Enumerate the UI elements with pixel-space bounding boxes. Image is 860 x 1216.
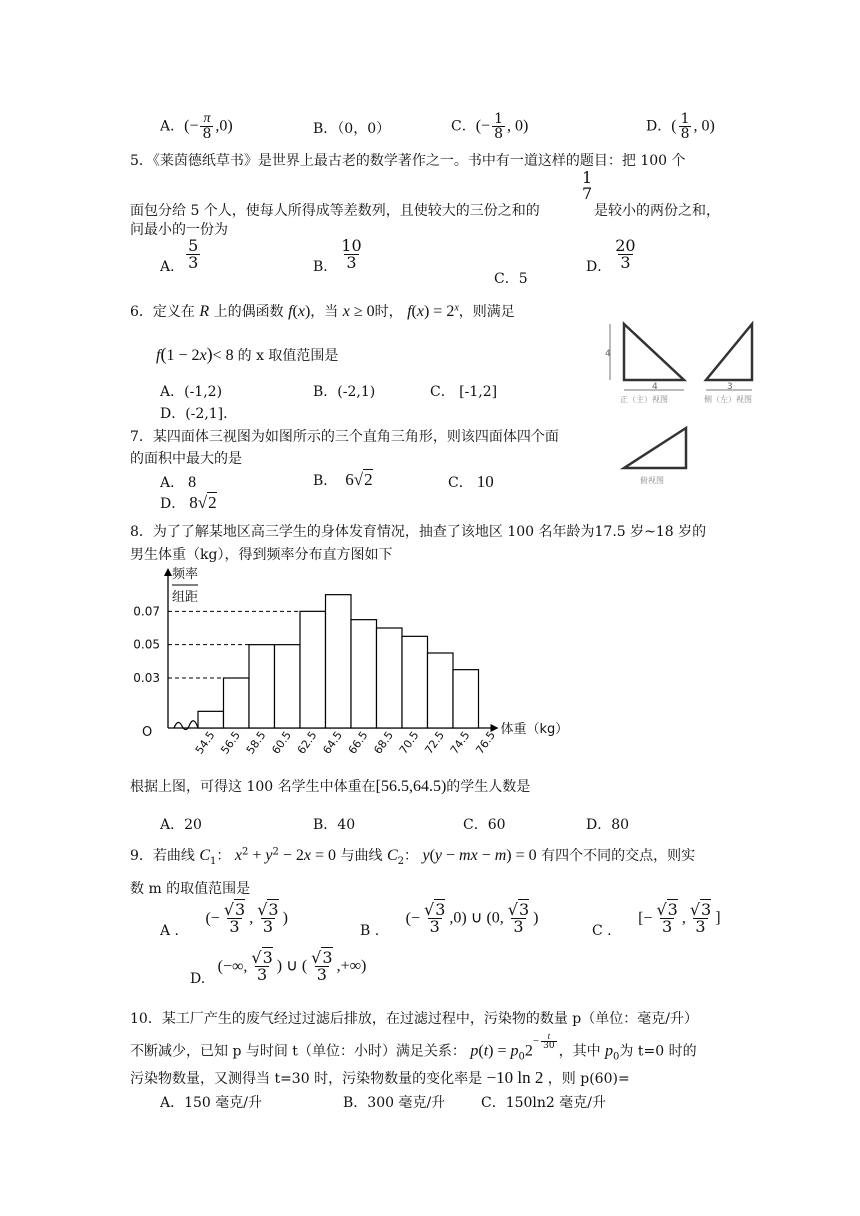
q6-line1b: 上的偶函数 <box>213 304 284 320</box>
histogram-bar <box>249 645 275 728</box>
y-tick-label: 0.05 <box>133 637 160 652</box>
q7-d-value: 8 <box>189 493 198 512</box>
top-view-triangle <box>624 428 686 468</box>
q7-option-a <box>160 472 196 492</box>
histogram-bar <box>326 595 352 728</box>
x-tick-label: 54.5 <box>192 728 218 757</box>
q5-fraction <box>578 170 596 202</box>
q9-option-d: D. (−∞, $\frac{√3}{3}$ ) ∪ ( $\frac{√3}{3}$ ,+∞) <box>190 948 367 987</box>
q9-line1a: 9．若曲线 <box>130 848 195 864</box>
x-tick-label: 66.5 <box>345 728 371 757</box>
q9-option-d-label: D. <box>190 970 206 987</box>
q7-a-value: 8 <box>188 474 197 491</box>
q7-line1: 7．某四面体三视图为如图所示的三个直角三角形，则该四面体四个面 <box>130 429 559 445</box>
q10-option-b: B．300 毫克/升 <box>343 1095 446 1111</box>
chart-bars <box>198 595 479 728</box>
q6-option-b: B．(-2,1) <box>313 384 376 400</box>
q5-option-b-label: B． <box>313 258 338 275</box>
x-tick-label: 62.5 <box>294 728 320 757</box>
q5-option-b <box>313 236 366 275</box>
side-width-dim: 3 <box>727 382 733 392</box>
q4-option-c: C．(− $\frac{1}{8}$ , 0) <box>451 111 529 142</box>
q10-line2: 不断减少，已知 p 与时间 t（单位：小时）满足关系： $p(t) = p_02^{- \frac{t}{30}}$ ，其中 $p_0$为 t=0 时的 <box>130 1031 697 1063</box>
q5-b-den: 3 <box>346 253 357 272</box>
x-tick-label: 64.5 <box>320 728 345 757</box>
q6-line2-text: 的 x 取值范围是 <box>237 348 339 364</box>
q6-line1: 6．定义在 R 上的偶函数 f(x)，当 x ≥ 0时， $f(x) = 2^x$，则满足 <box>130 302 515 320</box>
side-view-label: 侧（左）视图 <box>704 395 752 404</box>
q10-line3a: 污染物数量，又测得当 t=30 时，污染物数量的变化率是 <box>130 1071 483 1087</box>
q7-line2: 的面积中最大的是 <box>130 451 242 467</box>
x-tick-label: 56.5 <box>218 728 243 757</box>
q4-option-a: A．(− $\frac{\pi}{8}$ ,0) <box>160 111 233 142</box>
q7-option-c-label: C． <box>448 475 473 491</box>
q10-line2c: 为 t=0 时的 <box>619 1043 697 1060</box>
q5-d-den: 3 <box>620 253 631 272</box>
q9-line2: 数 m 的取值范围是 <box>130 881 251 897</box>
histogram-chart <box>128 560 598 760</box>
three-view-figure <box>600 318 780 490</box>
q6-line2: f(1 − 2x)< 8 的 x 取值范围是 <box>156 344 339 364</box>
q5-frac-den: 7 <box>582 184 593 203</box>
histogram-bar <box>453 670 479 728</box>
front-width-dim: 4 <box>652 382 658 392</box>
x-tick-label: 58.5 <box>243 728 269 757</box>
x-tick-label: 72.5 <box>422 728 447 757</box>
front-view-label: 正（主）视图 <box>620 395 668 404</box>
q4-d-fraction: $\frac{1}{8}$ <box>680 111 690 142</box>
q10-line1: 10．某工厂产生的废气经过过滤后排放，在过滤过程中，污染物的数量 p（单位：毫克/升） <box>130 1011 698 1027</box>
x-tick-label: 68.5 <box>371 728 396 757</box>
q8-after-text2: 的学生人数是 <box>446 779 531 795</box>
q6-line1d: 时， <box>374 304 403 320</box>
histogram-bar <box>198 711 224 728</box>
y-tick-label: 0.03 <box>133 671 160 685</box>
top-view-label: 俯视图 <box>640 476 664 485</box>
q10-line2b: ，其中 <box>558 1043 601 1060</box>
q7-option-d-label: D． <box>160 496 186 512</box>
histogram-bar <box>402 636 428 728</box>
y-label-top: 频率 <box>172 567 199 582</box>
q7-option-c <box>448 472 494 492</box>
q8-after-text: 根据上图，可得这 100 名学生中体重在 <box>130 779 376 795</box>
q5-d-num: 20 <box>615 236 636 255</box>
q8-line1: 8．为了了解某地区高三学生的身体发育情况，抽查了该地区 100 名年龄为17.5 岁~18 岁的 <box>130 524 707 540</box>
q8-line2: 男生体重（kg），得到频率分布直方图如下 <box>130 547 393 563</box>
q9-line1b: 与曲线 <box>340 848 383 864</box>
histogram-bar <box>275 645 301 728</box>
q9-option-c-label: C . <box>592 922 612 939</box>
q7-option-a-label: A． <box>160 475 185 491</box>
q7-option-d: D． 8√2 <box>160 493 217 512</box>
q5-option-a <box>160 236 202 275</box>
q8-option-a: A．20 <box>160 817 202 833</box>
q5-option-a-label: A． <box>160 258 185 275</box>
q5-frac-num: 1 <box>582 168 593 187</box>
q4-option-c-label: C． <box>451 118 476 135</box>
q8-option-c: C．60 <box>463 817 506 833</box>
q5-line3: 问最小的一份为 <box>130 222 228 238</box>
q9-line1c: 有四个不同的交点，则实 <box>541 848 696 864</box>
q10-line2a: 不断减少，已知 p 与时间 t（单位：小时）满足关系： <box>130 1043 466 1060</box>
side-view-triangle <box>706 324 752 380</box>
y-tick-label: 0.07 <box>133 604 160 619</box>
q6-option-c: C． [-1,2] <box>430 384 498 400</box>
q4-option-d: D．( $\frac{1}{8}$ , 0) <box>646 111 715 142</box>
q5-a-den: 3 <box>188 253 199 272</box>
q4-c-fraction: $\frac{1}{8}$ <box>494 111 503 142</box>
q5-line2b: 是较小的两份之和， <box>594 203 720 219</box>
front-height-dim: 4 <box>605 349 611 359</box>
histogram-bar <box>428 653 454 728</box>
y-label-bottom: 组距 <box>172 590 199 605</box>
y-axis-arrow <box>164 568 172 576</box>
q6-line1c: ，当 <box>310 304 339 320</box>
q9-option-b: B . (− $\frac{√3}{3}$ ,0) ∪ (0, $\frac{√3}{3}$ ) <box>360 900 539 939</box>
q6-line1a: 6．定义在 <box>130 304 195 320</box>
histogram-bar <box>351 620 377 728</box>
q4-option-d-label: D． <box>646 118 672 135</box>
front-view-triangle <box>624 324 684 380</box>
q5-b-num: 10 <box>341 236 362 255</box>
histogram-bar <box>377 628 403 728</box>
histogram-bar <box>300 611 326 728</box>
q5-option-c: C．5 <box>494 271 528 287</box>
x-tick-label: 60.5 <box>269 728 294 757</box>
origin-label: O <box>142 725 153 740</box>
x-axis-label: 体重（kg） <box>500 722 569 737</box>
q7-option-b-label: B． <box>313 473 338 489</box>
q7-b-value: 6 <box>345 470 354 489</box>
q5-line1: 5．《莱茵德纸草书》是世界上最古老的数学著作之一。书中有一道这样的题目：把 100 个 <box>130 153 686 169</box>
q8-interval: [56.5,64.5) <box>375 778 447 795</box>
q5-a-num: 5 <box>188 236 199 255</box>
x-tick-label: 70.5 <box>396 728 422 757</box>
histogram-bar <box>224 678 250 728</box>
q8-option-d: D．80 <box>586 817 630 833</box>
q5-option-d <box>586 236 640 275</box>
q6-line1e: ，则满足 <box>458 304 515 320</box>
q9-option-c: C . [− $\frac{√3}{3}$ , $\frac{√3}{3}$ ] <box>592 900 721 939</box>
q10-option-c: C．150ln2 毫克/升 <box>481 1095 607 1111</box>
q8-after-line <box>130 776 530 796</box>
q9-option-b-label: B . <box>360 922 380 939</box>
q5-option-d-label: D． <box>586 258 612 275</box>
q10-line3: 污染物数量，又测得当 t=30 时，污染物数量的变化率是 −10 ln 2 ，则 p(60)= <box>130 1068 630 1087</box>
q9-option-a: A . (− $\frac{√3}{3}$ , $\frac{√3}{3}$ ) <box>160 900 288 939</box>
q6-option-d: D．(-2,1]. <box>160 406 228 422</box>
q4-option-a-label: A． <box>160 118 185 135</box>
q6-option-a: A．(-1,2) <box>160 384 223 400</box>
q4-a-fraction: $\frac{\pi}{8}$ <box>202 111 212 142</box>
q5-line2 <box>130 200 540 220</box>
q8-option-b: B．40 <box>313 817 356 833</box>
q10-option-a: A．150 毫克/升 <box>160 1095 262 1111</box>
q4-option-b: B．（0，0） <box>313 121 391 137</box>
q10-line3b: ，则 p(60)= <box>547 1071 630 1087</box>
q9-line1: 9．若曲线 $C_1$： $x^2 + y^2 - 2x = 0$ 与曲线 $C_2$： y(y − mx − m) = 0 有四个不同的交点，则实 <box>130 846 696 867</box>
q5-line2a: 面包分给 5 个人，使每人所得成等差数列，且使较大的三份之和的 <box>130 203 540 219</box>
x-tick-label: 74.5 <box>447 728 473 757</box>
q7-c-value: 10 <box>476 472 494 491</box>
x-axis-arrow <box>491 724 499 732</box>
q7-option-b: B． 6√2 <box>313 470 373 489</box>
q9-option-a-label: A . <box>160 922 180 939</box>
x-tick-label: 76.5 <box>473 728 498 757</box>
